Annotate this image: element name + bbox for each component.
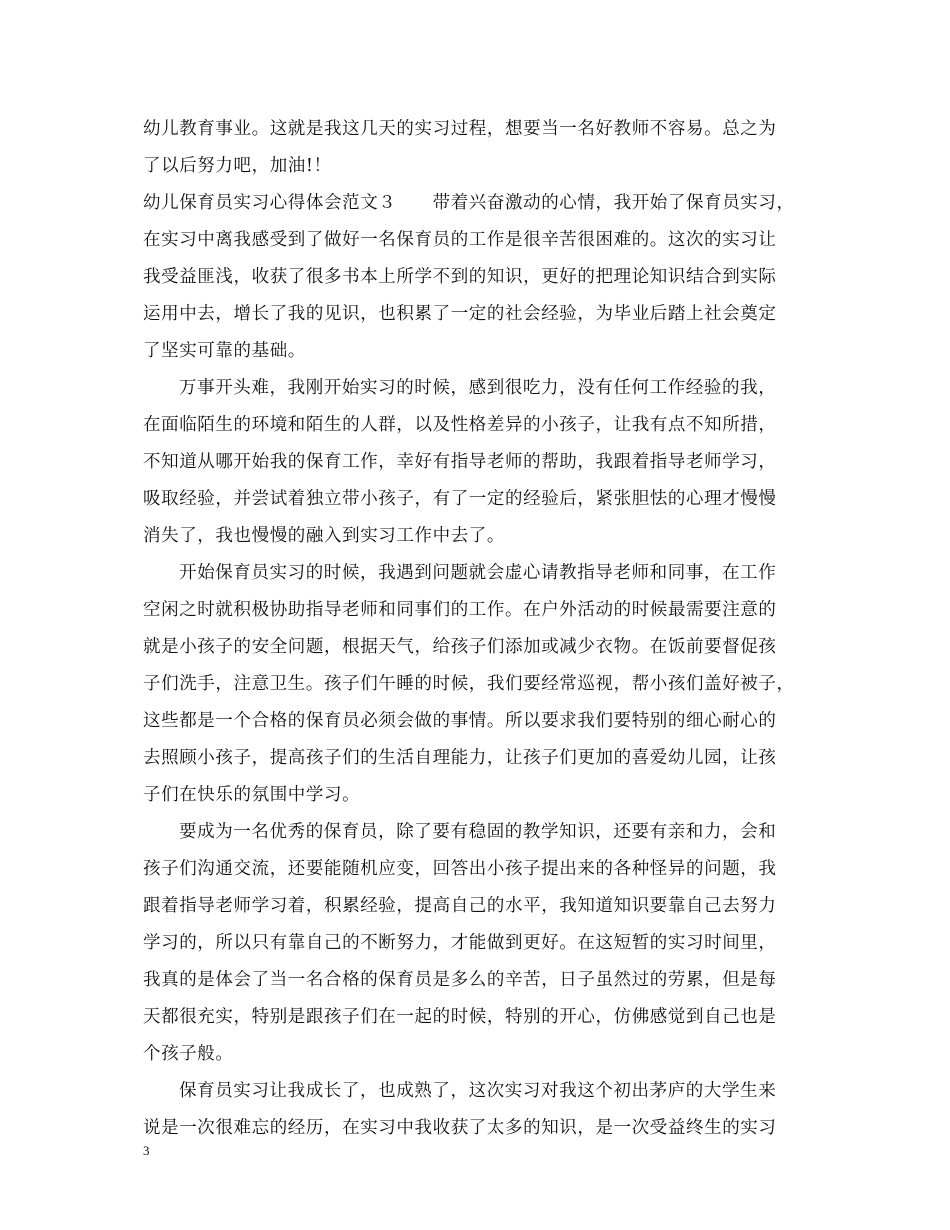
- text-line: 了坚实可靠的基础。: [143, 341, 306, 361]
- text-line: 不知道从哪开始我的保育工作，幸好有指导老师的帮助，我跟着指导老师学习，: [143, 452, 777, 472]
- text-line: 个孩子般。: [143, 1044, 234, 1064]
- text-line: 这些都是一个合格的保育员必须会做的事情。所以要求我们要特别的细心耐心的: [143, 711, 777, 731]
- text-line: 跟着指导老师学习着，积累经验，提高自己的水平，我知道知识要靠自己去努力: [143, 896, 777, 916]
- text-line: 学习的，所以只有靠自己的不断努力，才能做到更好。在这短暂的实习时间里，: [143, 933, 777, 953]
- text-line: 运用中去，增长了我的见识，也积累了一定的社会经验，为毕业后踏上社会奠定: [143, 304, 777, 324]
- text-line: 就是小孩子的安全问题，根据天气，给孩子们添加或减少衣物。在饭前要督促孩: [143, 637, 777, 657]
- text-line: 去照顾小孩子，提高孩子们的生活自理能力，让孩子们更加的喜爱幼儿园，让孩: [143, 748, 777, 768]
- text-line: 天都很充实，特别是跟孩子们在一起的时候，特别的开心，仿佛感觉到自己也是: [143, 1007, 777, 1027]
- text-line: 我受益匪浅，收获了很多书本上所学不到的知识，更好的把理论知识结合到实际: [143, 267, 777, 287]
- text-line: 孩子们沟通交流，还要能随机应变，回答出小孩子提出来的各种怪异的问题，我: [143, 859, 777, 879]
- text-line: 说是一次很难忘的经历，在实习中我收获了太多的知识，是一次受益终生的实习: [143, 1118, 777, 1138]
- text-line: 在面临陌生的环境和陌生的人群，以及性格差异的小孩子，让我有点不知所措，: [143, 415, 777, 435]
- paragraph-first-line: 万事开头难，我刚开始实习的时候，感到很吃力，没有任何工作经验的我，: [179, 378, 777, 398]
- paragraph-first-line: 保育员实习让我成长了，也成熟了，这次实习对我这个初出茅庐的大学生来: [179, 1081, 777, 1101]
- text-line: 子们在快乐的氛围中学习。: [143, 785, 361, 805]
- text-line: 消失了，我也慢慢的融入到实习工作中去了。: [143, 526, 505, 546]
- text-line: 幼儿保育员实习心得体会范文３ 带着兴奋激动的心情，我开始了保育员实习，: [143, 193, 795, 213]
- page-number: 3: [143, 1143, 150, 1158]
- text-line: 我真的是体会了当一名合格的保育员是多么的辛苦，日子虽然过的劳累，但是每: [143, 970, 777, 990]
- text-line: 子们洗手，注意卫生。孩子们午睡的时候，我们要经常巡视，帮小孩们盖好被子，: [143, 674, 795, 694]
- text-line: 幼儿教育事业。这就是我这几天的实习过程，想要当一名好教师不容易。总之为: [143, 119, 777, 139]
- text-line: 在实习中离我感受到了做好一名保育员的工作是很辛苦很困难的。这次的实习让: [143, 230, 777, 250]
- text-line: 空闲之时就积极协助指导老师和同事们的工作。在户外活动的时候最需要注意的: [143, 600, 777, 620]
- text-line: 了以后努力吧，加油!！: [143, 156, 332, 176]
- text-line: 吸取经验，并尝试着独立带小孩子，有了一定的经验后，紧张胆怯的心理才慢慢: [143, 489, 777, 509]
- paragraph-first-line: 要成为一名优秀的保育员，除了要有稳固的教学知识，还要有亲和力，会和: [179, 822, 777, 842]
- paragraph-first-line: 开始保育员实习的时候，我遇到问题就会虚心请教指导老师和同事，在工作: [179, 563, 777, 583]
